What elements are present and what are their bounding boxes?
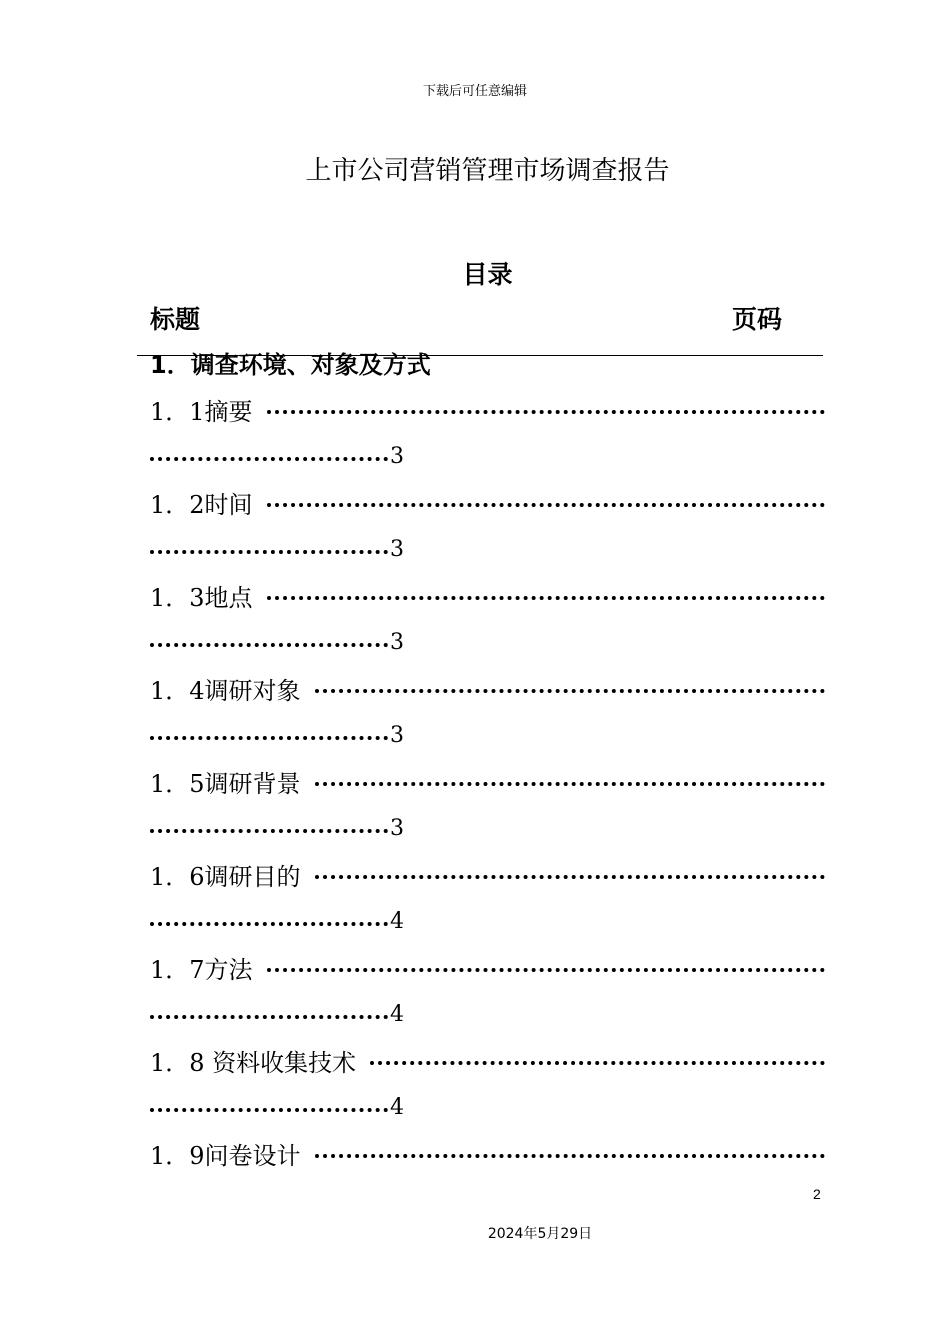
toc-entry-number: 1．5 <box>150 769 205 798</box>
toc-entry-title: 调研背景 <box>204 769 301 798</box>
toc-entry-continuation <box>150 532 404 566</box>
toc-dot-leader <box>315 689 825 693</box>
toc-column-title: 标题 <box>150 305 201 334</box>
toc-dot-leader <box>150 550 388 554</box>
toc-entry-continuation <box>150 811 404 845</box>
toc-entry-label <box>150 1136 301 1171</box>
toc-entry-number: 1．6 <box>150 862 205 891</box>
toc-dot-leader <box>267 968 825 972</box>
toc-entry-page: 3 <box>390 815 404 841</box>
footer-date: 2024年5月29日 <box>487 1226 593 1242</box>
toc-entry-title: 问卷设计 <box>204 1141 301 1170</box>
toc-entry-page: 3 <box>390 536 404 562</box>
toc-entry-number: 1．9 <box>150 1141 205 1170</box>
toc-dot-leader <box>267 596 825 600</box>
toc-entry[interactable] <box>150 578 825 612</box>
page-number: 2 <box>813 1186 821 1202</box>
toc-entry-page: 4 <box>390 1001 404 1027</box>
toc-entry-title: 时间 <box>204 490 253 519</box>
toc-entry-number: 1．7 <box>150 955 205 984</box>
toc-entry-continuation <box>150 1090 404 1124</box>
toc-entry-label <box>150 578 253 613</box>
toc-heading: 目录 <box>462 260 513 289</box>
toc-dot-leader <box>370 1061 825 1065</box>
toc-dot-leader <box>267 503 825 507</box>
toc-entry-continuation <box>150 625 404 659</box>
toc-entry-title: 调研目的 <box>204 862 301 891</box>
toc-entry[interactable] <box>150 1043 825 1077</box>
toc-dot-leader <box>150 643 388 647</box>
toc-entry-title: 地点 <box>204 583 253 612</box>
header-note: 下载后可任意编辑 <box>422 84 527 99</box>
toc-entry-continuation <box>150 904 404 938</box>
toc-entry-label <box>150 1043 356 1078</box>
toc-entry-number: 1．8 <box>150 1048 205 1077</box>
toc-entry-label <box>150 485 253 520</box>
toc-entry-label <box>150 392 253 427</box>
toc-entry[interactable] <box>150 764 825 798</box>
toc-dot-leader <box>150 829 388 833</box>
toc-dot-leader <box>150 1108 388 1112</box>
toc-dot-leader <box>150 1015 388 1019</box>
toc-entry-continuation <box>150 439 404 473</box>
toc-entry-title: 资料收集技术 <box>204 1048 357 1077</box>
toc-entry-label <box>150 764 301 799</box>
toc-dot-leader <box>315 875 825 879</box>
toc-dot-leader <box>150 922 388 926</box>
toc-entry-continuation <box>150 718 404 752</box>
toc-entry[interactable] <box>150 671 825 705</box>
toc-dot-leader <box>267 410 825 414</box>
toc-entry[interactable] <box>150 950 825 984</box>
toc-dot-leader <box>315 1154 825 1158</box>
toc-entry-label <box>150 950 253 985</box>
toc-section-heading: 1．调查环境、对象及方式 <box>150 351 431 379</box>
toc-entry-page: 4 <box>390 908 404 934</box>
toc-entry-number: 1．4 <box>150 676 205 705</box>
toc-entry-title: 方法 <box>204 955 253 984</box>
toc-dot-leader <box>150 736 388 740</box>
toc-dot-leader <box>315 782 825 786</box>
toc-entry-page: 3 <box>390 629 404 655</box>
toc-entry-continuation <box>150 997 404 1031</box>
toc-entry-number: 1．3 <box>150 583 205 612</box>
toc-entry[interactable] <box>150 485 825 519</box>
toc-dot-leader <box>150 457 388 461</box>
toc-entry[interactable] <box>150 392 825 426</box>
toc-entry[interactable] <box>150 857 825 891</box>
toc-entry-label <box>150 671 301 706</box>
toc-entry-page: 3 <box>390 443 404 469</box>
toc-entry-number: 1．1 <box>150 397 205 426</box>
document-title: 上市公司营销管理市场调查报告 <box>305 156 670 186</box>
toc-entry-number: 1．2 <box>150 490 205 519</box>
toc-column-page: 页码 <box>732 305 783 334</box>
toc-entry-page: 4 <box>390 1094 404 1120</box>
toc-entry[interactable] <box>150 1136 825 1170</box>
toc-entry-title: 调研对象 <box>204 676 301 705</box>
toc-entry-label <box>150 857 301 892</box>
toc-entry-title: 摘要 <box>204 397 253 426</box>
toc-entry-page: 3 <box>390 722 404 748</box>
